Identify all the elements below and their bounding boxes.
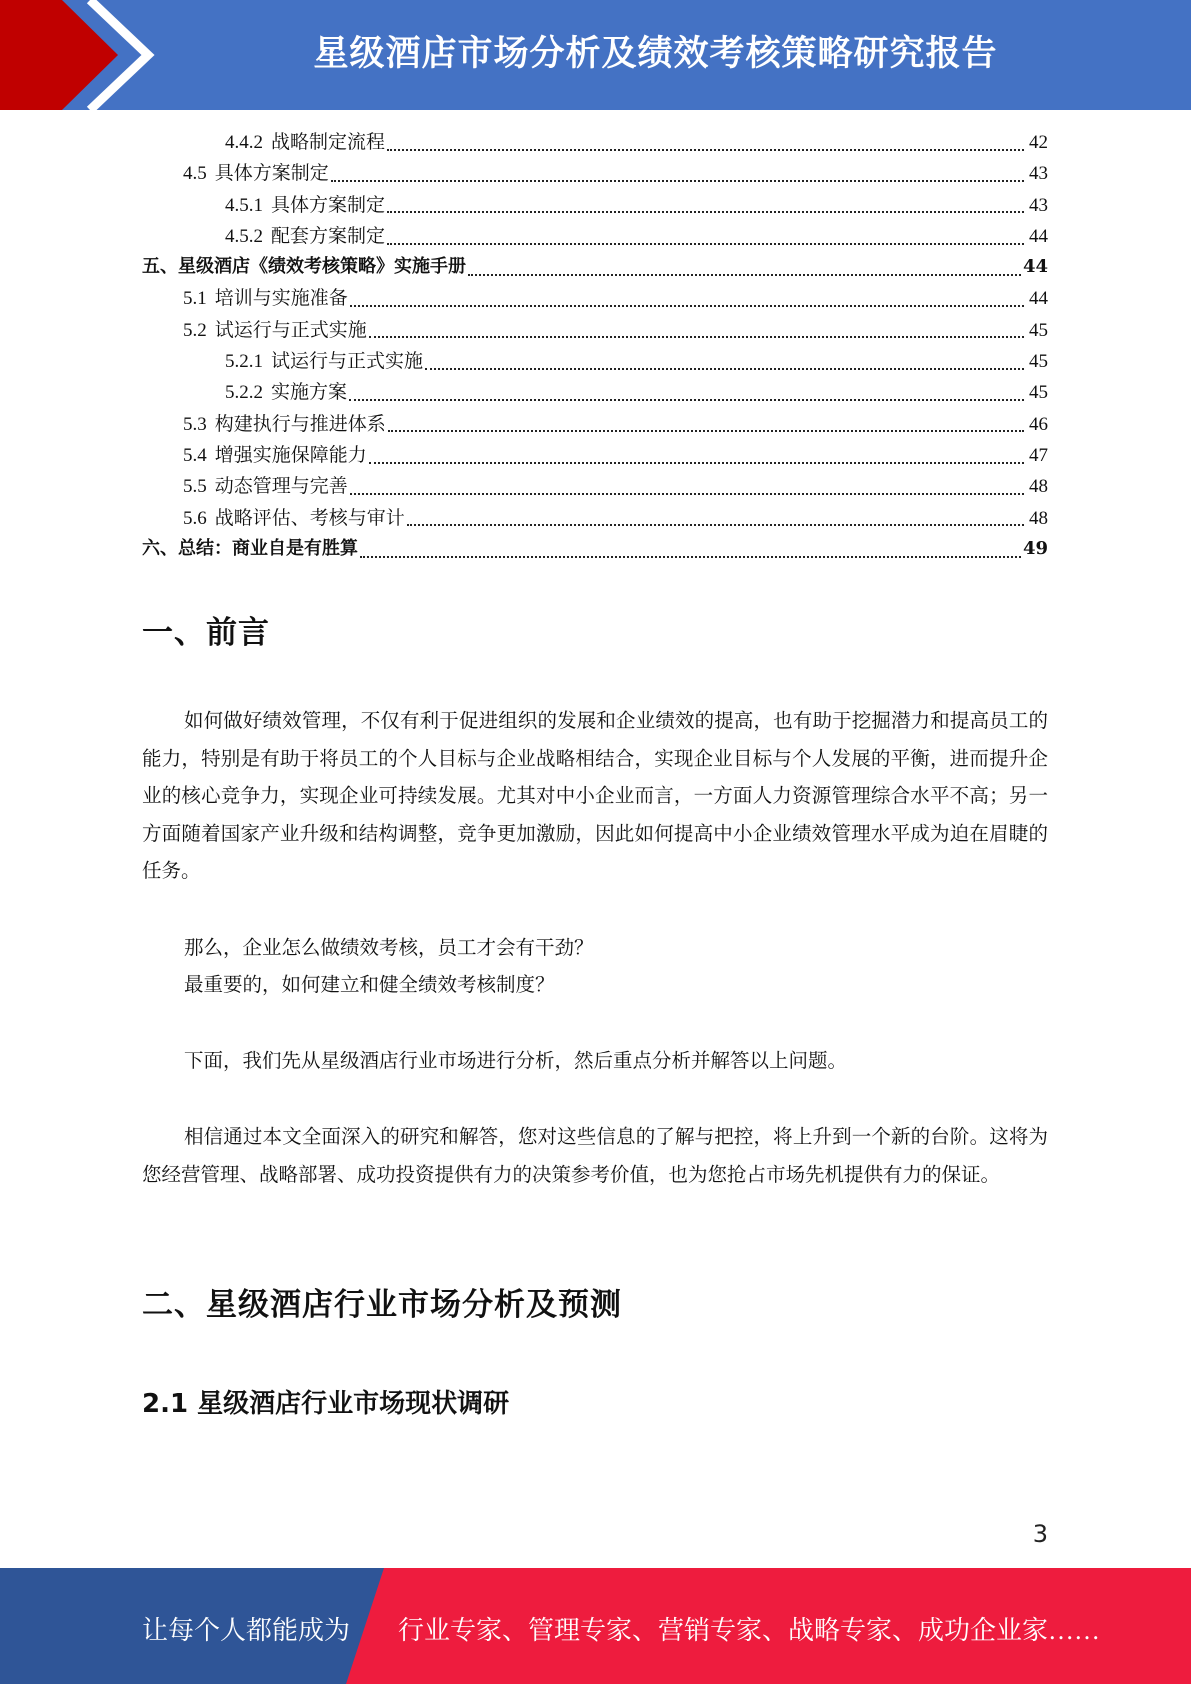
section-heading-preface: 一、前言: [142, 615, 270, 651]
toc-entry-page: 43: [1029, 194, 1048, 216]
preface-paragraph-2: 那么，企业怎么做绩效考核，员工才会有干劲？: [184, 938, 594, 959]
toc-entry-title: 试运行与正式实施: [271, 351, 424, 373]
toc-entry-number: 5.1: [183, 288, 207, 310]
table-of-contents: [142, 127, 1048, 565]
page-footer: [0, 1568, 1191, 1684]
toc-leader-dots: [350, 305, 1024, 307]
toc-entry-page: 47: [1029, 444, 1048, 466]
toc-entry-title: 战略评估、考核与审计: [214, 507, 405, 529]
toc-entry-page: 45: [1029, 319, 1048, 341]
toc-entry[interactable]: [142, 440, 1048, 471]
toc-leader-dots: [387, 243, 1024, 245]
toc-entry-page: 48: [1029, 476, 1048, 498]
toc-entry[interactable]: [142, 283, 1048, 314]
toc-entry-page: 48: [1029, 507, 1048, 529]
preface-paragraph-5: 相信通过本文全面深入的研究和解答，您对这些信息的了解与把控，将上升到一个新的台阶。这将为您经营管理、战略部署、成功投资提供有力的决策参考价值，也为您抢占市场先机提供有力的保证。: [142, 1127, 1048, 1186]
page-number: 3: [1032, 1520, 1048, 1548]
toc-entry-number: 4.5: [183, 163, 207, 185]
toc-entry[interactable]: [142, 471, 1048, 502]
toc-leader-dots: [349, 399, 1024, 401]
toc-entry-number: 5.5: [183, 476, 207, 498]
toc-entry[interactable]: [142, 252, 1048, 283]
toc-entry-page: 45: [1029, 351, 1048, 373]
toc-entry[interactable]: [142, 158, 1048, 189]
toc-entry-title: 构建执行与推进体系: [214, 413, 386, 435]
toc-leader-dots: [387, 211, 1024, 213]
toc-entry-title: 具体方案制定: [271, 194, 386, 216]
toc-entry-number: 4.4.2: [225, 132, 263, 153]
toc-entry-title: 配套方案制定: [271, 225, 386, 247]
toc-entry-title: 五、星级酒店《绩效考核策略》实施手册: [142, 256, 466, 278]
toc-leader-dots: [331, 180, 1024, 182]
toc-entry[interactable]: [142, 534, 1048, 565]
toc-entry-page: 45: [1029, 382, 1048, 404]
toc-entry-number: 5.2.2: [225, 382, 263, 404]
toc-entry-page: 43: [1029, 163, 1048, 185]
toc-leader-dots: [369, 336, 1024, 338]
toc-entry-page: 44: [1029, 225, 1048, 247]
toc-entry[interactable]: [142, 315, 1048, 346]
toc-leader-dots: [407, 524, 1024, 526]
toc-entry-page: 44: [1029, 288, 1048, 310]
toc-entry-title: 实施方案: [271, 382, 348, 404]
toc-leader-dots: [388, 430, 1024, 432]
toc-entry-number: 5.4: [183, 444, 207, 466]
toc-entry-title: 动态管理与完善: [214, 476, 348, 498]
preface-paragraph-3: 最重要的，如何建立和健全绩效考核制度？: [184, 975, 555, 996]
toc-entry-number: 5.2: [183, 319, 207, 341]
toc-entry-title: 具体方案制定: [214, 163, 329, 185]
report-title: 星级酒店市场分析及绩效考核策略研究报告: [313, 34, 998, 74]
toc-entry[interactable]: [142, 221, 1048, 252]
toc-entry-number: 5.2.1: [225, 351, 263, 373]
page-header: [0, 0, 1191, 110]
toc-entry-title: 战略制定流程: [271, 132, 386, 153]
section-heading-market-analysis: 二、星级酒店行业市场分析及预测: [142, 1287, 622, 1323]
toc-entry-title: 六、总结：商业自是有胜算: [142, 537, 358, 559]
subsection-heading-2-1: 2.1 星级酒店行业市场现状调研: [142, 1389, 510, 1419]
footer-slogan-left: 让每个人都能成为: [142, 1616, 351, 1645]
preface-paragraph-4: 下面，我们先从星级酒店行业市场进行分析，然后重点分析并解答以上问题。: [184, 1051, 848, 1072]
toc-entry[interactable]: [142, 503, 1048, 534]
toc-entry-number: 4.5.2: [225, 225, 263, 247]
toc-entry-number: 4.5.1: [225, 194, 263, 216]
toc-leader-dots: [387, 149, 1024, 151]
footer-slogan-right: 行业专家、管理专家、营销专家、战略专家、成功企业家……: [398, 1616, 1101, 1645]
toc-entry-title: 培训与实施准备: [214, 288, 348, 310]
preface-paragraph-1: 如何做好绩效管理，不仅有利于促进组织的发展和企业绩效的提高，也有助于挖掘潜力和提高员工的能力，特别是有助于将员工的个人目标与企业战略相结合，实现企业目标与个人发展的平衡，进而提升企业的核心竞争力，实现企业可持续发展。尤其对中小企业而言，一方面人力资源管理综合水平不高；另一方面随着国家产业升级和结构调整，竞争更加激励，因此如何提高中小企业绩效管理水平成为迫在眉睫的任务。: [142, 711, 1048, 882]
toc-entry[interactable]: [142, 409, 1048, 440]
toc-entry[interactable]: [142, 190, 1048, 221]
toc-entry-number: 5.6: [183, 507, 207, 529]
toc-entry-number: 5.3: [183, 413, 207, 435]
toc-entry-page: 46: [1029, 413, 1048, 435]
toc-entry[interactable]: [142, 127, 1048, 158]
toc-entry[interactable]: [142, 377, 1048, 408]
toc-leader-dots: [425, 368, 1024, 370]
toc-entry-page: 42: [1029, 132, 1048, 153]
red-arrow-shape: [0, 0, 118, 110]
toc-entry[interactable]: [142, 346, 1048, 377]
toc-entry-title: 试运行与正式实施: [214, 319, 367, 341]
toc-entry-page: 44: [1022, 256, 1048, 278]
toc-entry-title: 增强实施保障能力: [214, 444, 367, 466]
toc-leader-dots: [360, 556, 1021, 558]
toc-leader-dots: [350, 493, 1024, 495]
toc-entry-page: 49: [1022, 537, 1048, 559]
toc-leader-dots: [369, 462, 1024, 464]
toc-leader-dots: [468, 274, 1021, 276]
